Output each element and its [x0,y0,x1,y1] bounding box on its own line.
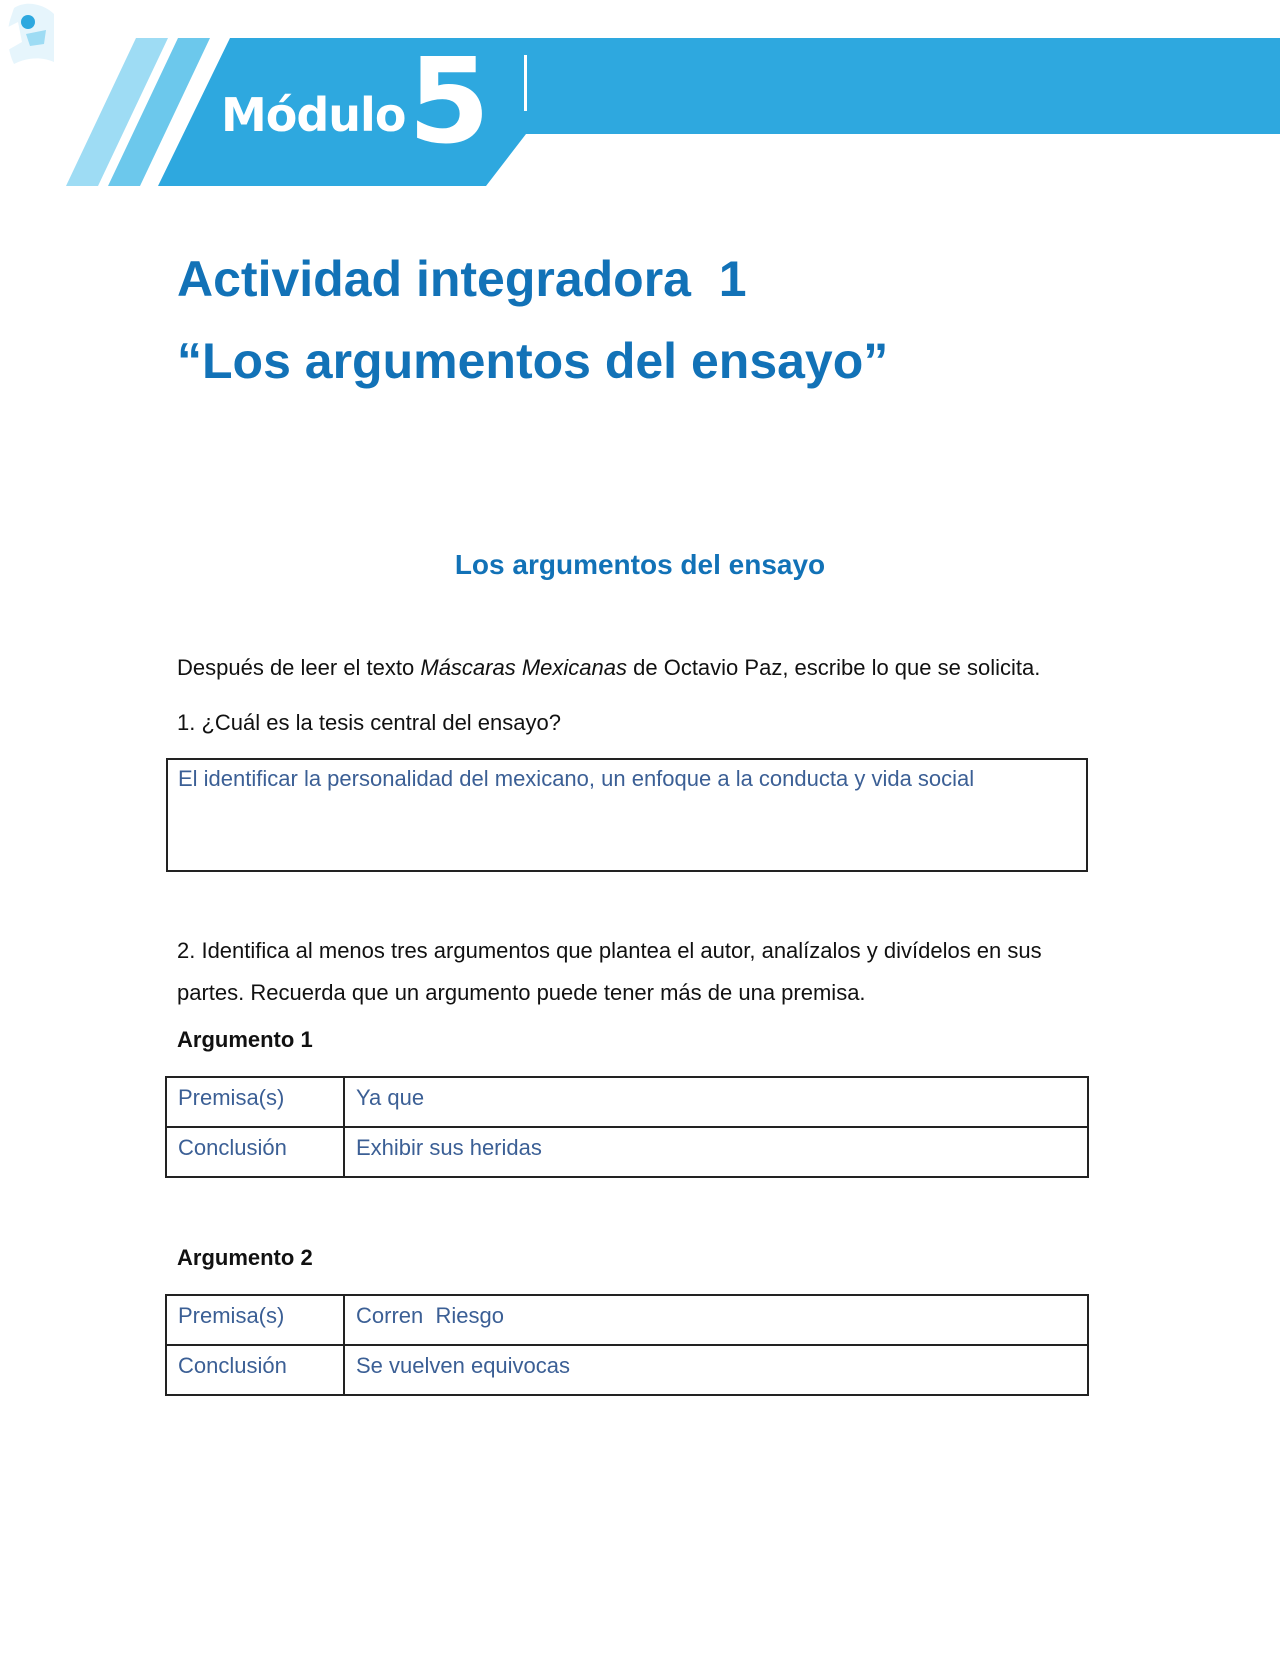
intro-book-title: Máscaras Mexicanas [420,655,628,680]
intro-before: Después de leer el texto [177,655,421,680]
banner-graphic [0,0,1280,200]
conclusion-value[interactable]: Se vuelven equivocas [344,1345,1088,1395]
institution-logo-icon [0,0,54,66]
premise-value[interactable]: Ya que [344,1077,1088,1127]
premise-label: Premisa(s) [166,1295,344,1345]
argument-2-conclusion-row [166,1345,1088,1395]
conclusion-value[interactable]: Exhibir sus heridas [344,1127,1088,1177]
argument-1-conclusion-row [166,1127,1088,1177]
module-banner [0,0,1280,200]
answer-1-box[interactable] [166,758,1088,872]
premise-value[interactable]: Corren Riesgo [344,1295,1088,1345]
module-label: Módulo [221,88,406,142]
conclusion-label: Conclusión [166,1345,344,1395]
argument-1-table [165,1076,1089,1178]
argument-2-title: Argumento 2 [177,1245,313,1270]
conclusion-label: Conclusión [166,1127,344,1177]
argument-2-premise-row [166,1295,1088,1345]
argument-1-premise-row [166,1077,1088,1127]
section-heading-text: Los argumentos del ensayo [454,549,826,580]
page-subtitle: “Los argumentos del ensayo” [177,333,889,389]
premise-label: Premisa(s) [166,1077,344,1127]
question-1: 1. ¿Cuál es la tesis central del ensayo? [177,710,561,735]
argument-2-table [165,1294,1089,1396]
section-heading [0,549,1280,581]
module-number: 5 [408,32,491,170]
question-2: 2. Identifica al menos tres argumentos que plantea el autor, analízalos y divídelos en sus partes. Recuerda que un argumento puede tener más de una premisa. [177,938,1042,1005]
answer-1-text: El identificar la personalidad del mexicano, un enfoque a la conducta y vida social [178,766,975,791]
argument-1-title: Argumento 1 [177,1027,313,1052]
intro-after: de Octavio Paz, escribe lo que se solicita. [627,655,1041,680]
page-title: Actividad integradora 1 [177,251,747,307]
intro-paragraph [177,655,1040,681]
banner-divider [524,55,527,111]
